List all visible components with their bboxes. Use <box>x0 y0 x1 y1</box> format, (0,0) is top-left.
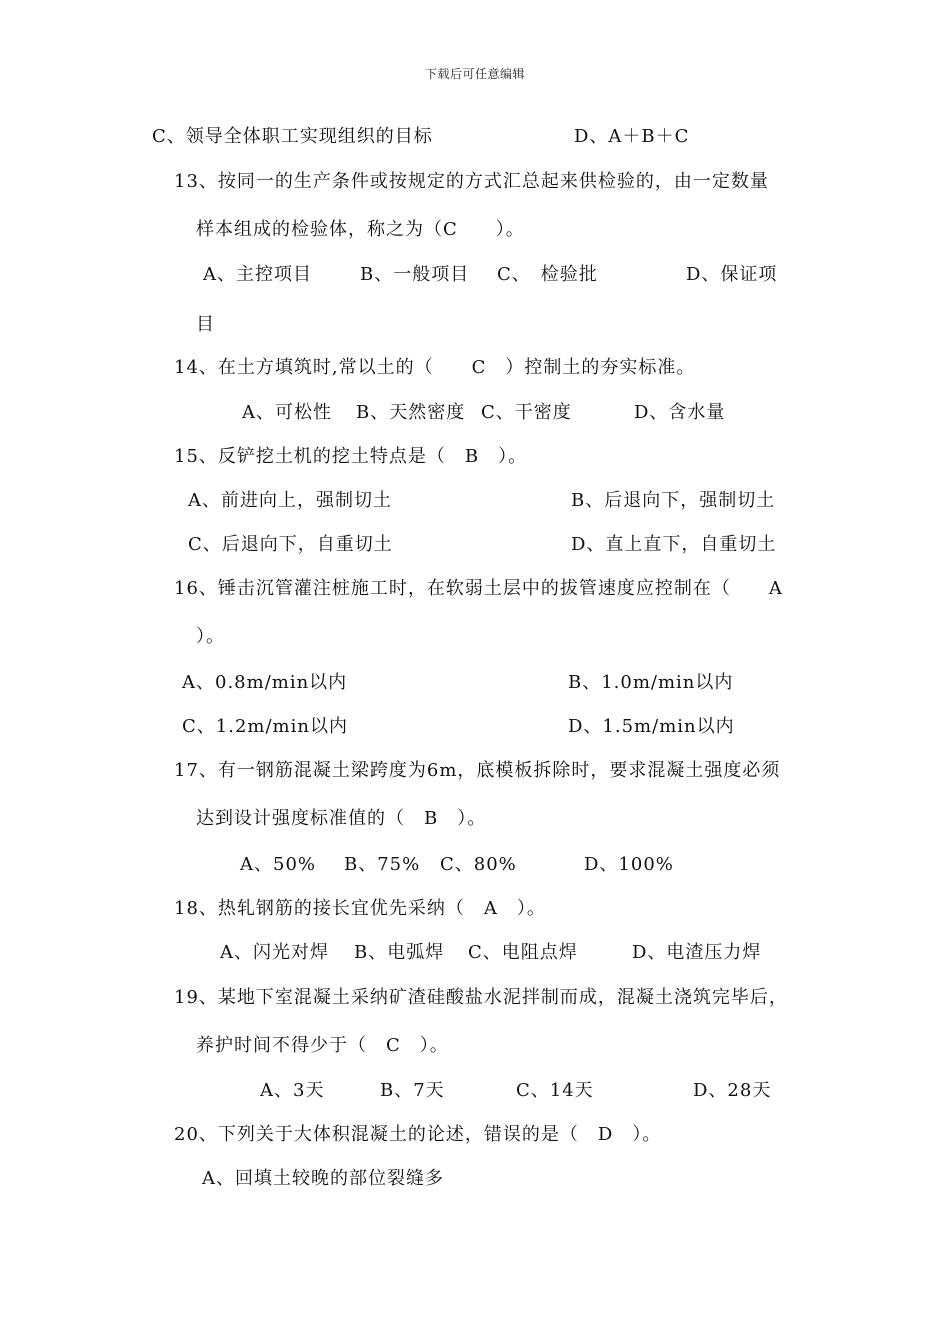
q13-option-b: B、一般项目 <box>360 264 470 285</box>
q19-stem-line2: 养护时间不得少于（ C ）。 <box>196 1035 449 1056</box>
q15-option-d: D、直上直下，自重切土 <box>571 534 777 555</box>
q17-stem-line1: 17、有一钢筋混凝土梁跨度为6m，底模板拆除时，要求混凝土强度必须 <box>174 760 781 781</box>
q15-option-a: A、前进向上，强制切土 <box>188 490 392 511</box>
q17-option-a: A、50% <box>240 854 317 875</box>
q20-option-a: A、回填土较晚的部位裂缝多 <box>202 1168 444 1189</box>
q19-option-b: B、7天 <box>380 1080 445 1101</box>
q16-option-a: A、0.8m/min以内 <box>182 672 348 693</box>
q16-option-c: C、1.2m/min以内 <box>182 716 348 737</box>
q14-option-b: B、天然密度 <box>356 402 466 423</box>
q16-stem-line1: 16、锤击沉管灌注桩施工时，在软弱土层中的拔管速度应控制在（ A <box>174 578 783 599</box>
q17-option-b: B、75% <box>344 854 421 875</box>
q16-stem-line2: ）。 <box>196 626 225 647</box>
q12-option-c: C、领导全体职工实现组织的目标 <box>152 126 433 147</box>
q17-option-c: C、80% <box>440 854 517 875</box>
q13-option-a: A、主控项目 <box>203 264 312 285</box>
q13-stem-line2: 样本组成的检验体，称之为（C ）。 <box>196 219 525 240</box>
q18-option-b: B、电弧焊 <box>354 942 445 963</box>
q14-option-c: C、干密度 <box>481 402 572 423</box>
q18-option-a: A、闪光对焊 <box>220 942 329 963</box>
q19-stem-line1: 19、某地下室混凝土采纳矿渣硅酸盐水泥拌制而成，混凝土浇筑完毕后， <box>174 987 788 1008</box>
q15-option-b: B、后退向下，强制切土 <box>571 490 776 511</box>
q13-option-c: C、 检验批 <box>497 264 598 285</box>
q18-option-d: D、电渣压力焊 <box>632 942 762 963</box>
q15-option-c: C、后退向下，自重切土 <box>188 534 393 555</box>
q19-option-d: D、28天 <box>693 1080 772 1101</box>
q14-option-d: D、含水量 <box>634 402 726 423</box>
q18-stem: 18、热轧钢筋的接长宜优先采纳（ A ）。 <box>174 898 546 919</box>
q13-option-d: D、保证项 <box>686 264 778 285</box>
q12-option-d: D、A＋B＋C <box>574 126 690 147</box>
q19-option-a: A、3天 <box>260 1080 325 1101</box>
q20-stem: 20、下列关于大体积混凝土的论述，错误的是（ D ）。 <box>174 1124 662 1145</box>
q13-option-d-cont: 目 <box>196 314 215 335</box>
q19-option-c: C、14天 <box>516 1080 594 1101</box>
q15-stem: 15、反铲挖土机的挖土特点是（ B ）。 <box>174 446 528 467</box>
page-header: 下载后可任意编辑 <box>424 67 525 81</box>
q18-option-c: C、电阻点焊 <box>468 942 578 963</box>
q17-option-d: D、100% <box>584 854 674 875</box>
q16-option-b: B、1.0m/min以内 <box>568 672 734 693</box>
q17-stem-line2: 达到设计强度标准值的（ B ）。 <box>196 808 487 829</box>
q14-stem: 14、在土方填筑时,常以土的（ C ）控制土的夯实标准。 <box>174 357 696 378</box>
q14-option-a: A、可松性 <box>242 402 332 423</box>
q13-stem-line1: 13、按同一的生产条件或按规定的方式汇总起来供检验的，由一定数量 <box>174 171 769 192</box>
q16-option-d: D、1.5m/min以内 <box>568 716 735 737</box>
